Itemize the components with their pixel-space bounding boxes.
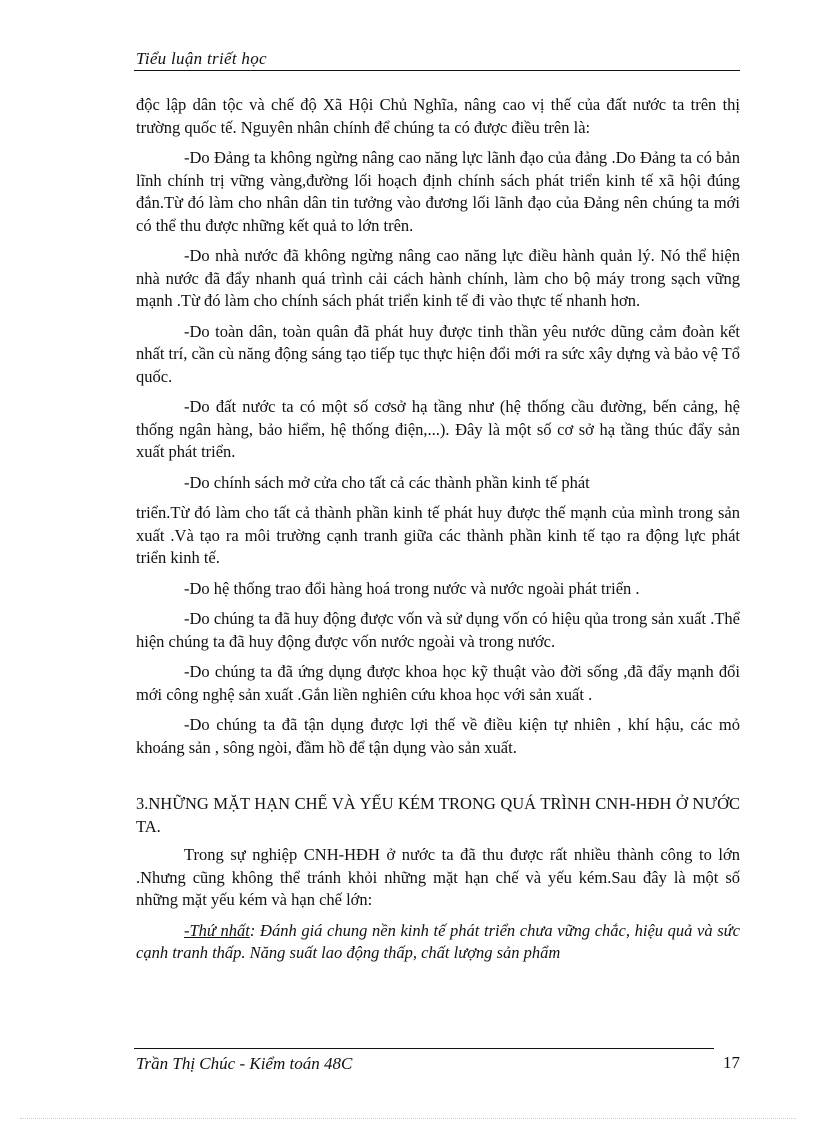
- first-point-text: Đánh giá chung nền kinh tế phát triển chưa vững chắc, hiệu quả và sức cạnh tranh thấp. Năng suất lao động thấp, chất lượng sản phẩm: [136, 920, 740, 962]
- paragraph-people-army: -Do toàn dân, toàn quân đã phát huy được tinh thần yêu nước dũng cảm đoàn kết nhất trí, cần cù năng động sáng tạo tiếp tục thực hiện đổi mới ra sức xây dựng và bảo vệ Tổ quốc.: [136, 321, 740, 386]
- header-rule: [134, 70, 740, 71]
- header-title: Tiểu luận triết học: [136, 49, 267, 68]
- paragraph-continuation: độc lập dân tộc và chế độ Xã Hội Chủ Nghĩa, nâng cao vị thế của đất nước ta trên thị trường quốc tế. Nguyên nhân chính để chúng ta có được điều trên là:: [136, 95, 740, 137]
- footer-rule: [134, 1048, 714, 1049]
- footer-author: Trần Thị Chúc - Kiểm toán 48C: [136, 1054, 353, 1073]
- paragraph-science-technology: -Do chúng ta đã ứng dụng được khoa học kỹ thuật vào đời sống ,đã đẩy mạnh đổi mới công nghệ sản xuất .Gắn liền nghiên cứu khoa học với sản xuất .: [136, 662, 740, 704]
- first-point-label: -Thứ nhất: [184, 920, 250, 940]
- paragraph-open-door-continued: triển.Từ đó làm cho tất cả thành phần kinh tế phát huy được thế mạnh của mình trong sản xuất .Và tạo ra môi trường cạnh tranh giữa các thành phần kinh tế tạo ra động lực phát triển kinh tế.: [136, 503, 740, 567]
- section-intro: Trong sự nghiệp CNH-HĐH ở nước ta đã thu được rất nhiều thành công to lớn .Nhưng cũng không thể tránh khỏi những mặt hạn chế và yếu kém.Sau đây là một số những mặt yếu kém và hạn chế lớn:: [136, 845, 740, 909]
- page-number: 17: [723, 1053, 740, 1072]
- paragraph-party-leadership: -Do Đảng ta không ngừng nâng cao năng lực lãnh đạo của đảng .Do Đảng ta có bản lĩnh chính trị vững vàng,đường lối hoạch định chính sách phát triển kinh tế xã hội đúng đắn.Từ đó làm cho nhân dân tin tưởng vào đương lối lãnh đạo của Đảng nên chúng ta mới có thể thu được những kết quả to lớn trên.: [136, 148, 740, 235]
- paragraph-open-door-policy: -Do chính sách mở cửa cho tất cả các thành phần kinh tế phát: [184, 472, 590, 492]
- paragraph-state-management: -Do nhà nước đã không ngừng nâng cao năng lực điều hành quản lý. Nó thể hiện nhà nước đã đẩy nhanh quá trình cải cách hành chính, làm cho bộ máy trong sạch vững mạnh .Từ đó làm cho chính sách phát triển kinh tế đi vào thực tế nhanh hơn.: [136, 246, 740, 310]
- first-point-paragraph: -Thứ nhất: Đánh giá chung nền kinh tế phát triển chưa vững chắc, hiệu quả và sức cạnh tranh thấp. Năng suất lao động thấp, chất lượng sản phẩm: [136, 920, 740, 962]
- paragraph-infrastructure: -Do đất nước ta có một số cơsở hạ tầng như (hệ thống cầu đường, bến cảng, hệ thống ngân hàng, bảo hiểm, hệ thống điện,...). Đây là một số cơ sở hạ tầng thúc đẩy sản xuất phát triển.: [136, 397, 740, 461]
- body-text: [136, 94, 740, 973]
- section-heading: 3.NHỮNG MẶT HẠN CHẾ VÀ YẾU KÉM TRONG QUÁ TRÌNH CNH-HĐH Ở NƯỚC TA.: [136, 794, 740, 836]
- paragraph-natural-advantages: -Do chúng ta đã tận dụng được lợi thế về điều kiện tự nhiên , khí hậu, các mỏ khoáng sản , sông ngòi, đầm hồ để tận dụng vào sản xuất.: [136, 715, 740, 757]
- paragraph-trade-system: -Do hệ thống trao đổi hàng hoá trong nước và nước ngoài phát triển .: [184, 578, 640, 598]
- page-bottom-border: [20, 1118, 796, 1119]
- paragraph-capital: -Do chúng ta đã huy động được vốn và sử dụng vốn có hiệu qủa trong sản xuất .Thể hiện chúng ta đã huy động được vốn nước ngoài và trong nước.: [136, 609, 740, 651]
